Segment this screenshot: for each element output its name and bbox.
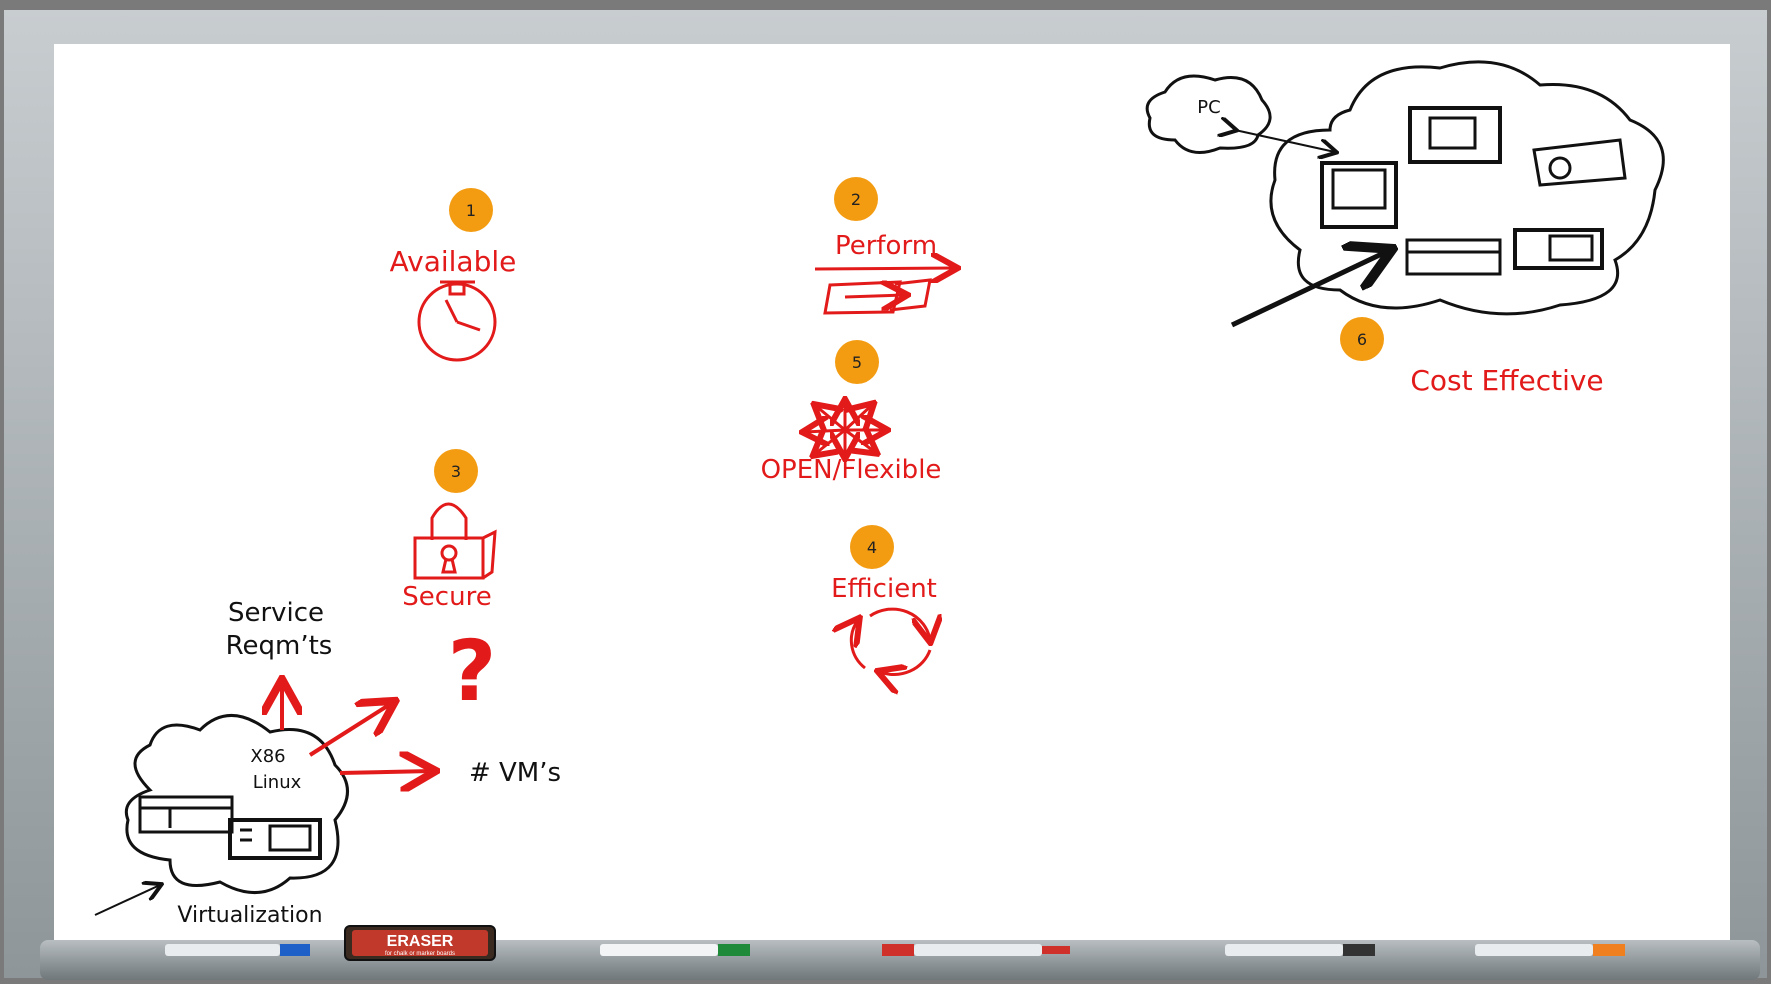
virtualization-caption: Virtualization [177, 903, 323, 928]
badge-3 [434, 449, 478, 493]
label-available: Available [389, 245, 517, 278]
eraser[interactable] [345, 926, 495, 960]
question-mark: ? [447, 622, 497, 720]
label-cost-effective: Cost Effective [1410, 364, 1604, 397]
service-line2: Reqm’ts [225, 631, 333, 661]
cloud-x86: X86 [250, 746, 286, 767]
label-secure: Secure [402, 582, 492, 612]
marker-green[interactable] [600, 944, 750, 956]
label-perform: Perform [834, 231, 938, 261]
marker-blue[interactable] [165, 944, 310, 956]
label-open-flexible: OPEN/Flexible [760, 455, 942, 485]
pc-label: PC [1197, 97, 1221, 118]
cloud-linux: Linux [252, 772, 302, 793]
board-surface [54, 44, 1730, 944]
svg-text:1: 1 [465, 201, 477, 220]
label-efficient: Efficient [831, 574, 937, 604]
svg-text:4: 4 [866, 538, 878, 557]
svg-text:6: 6 [1356, 330, 1368, 349]
eraser-title: ERASER [386, 933, 454, 950]
badge-4 [850, 525, 894, 569]
svg-text:5: 5 [851, 353, 863, 372]
svg-text:3: 3 [450, 462, 462, 481]
badge-5 [835, 340, 879, 384]
badge-2 [834, 177, 878, 221]
service-line1: Service [227, 598, 325, 628]
badge-6 [1340, 317, 1384, 361]
marker-orange[interactable] [1475, 944, 1625, 956]
svg-text:2: 2 [850, 190, 862, 209]
vms-label: # VM’s [468, 758, 562, 788]
marker-black[interactable] [1225, 944, 1375, 956]
eraser-subtitle: for chalk or marker boards [384, 951, 456, 957]
badge-1 [449, 188, 493, 232]
